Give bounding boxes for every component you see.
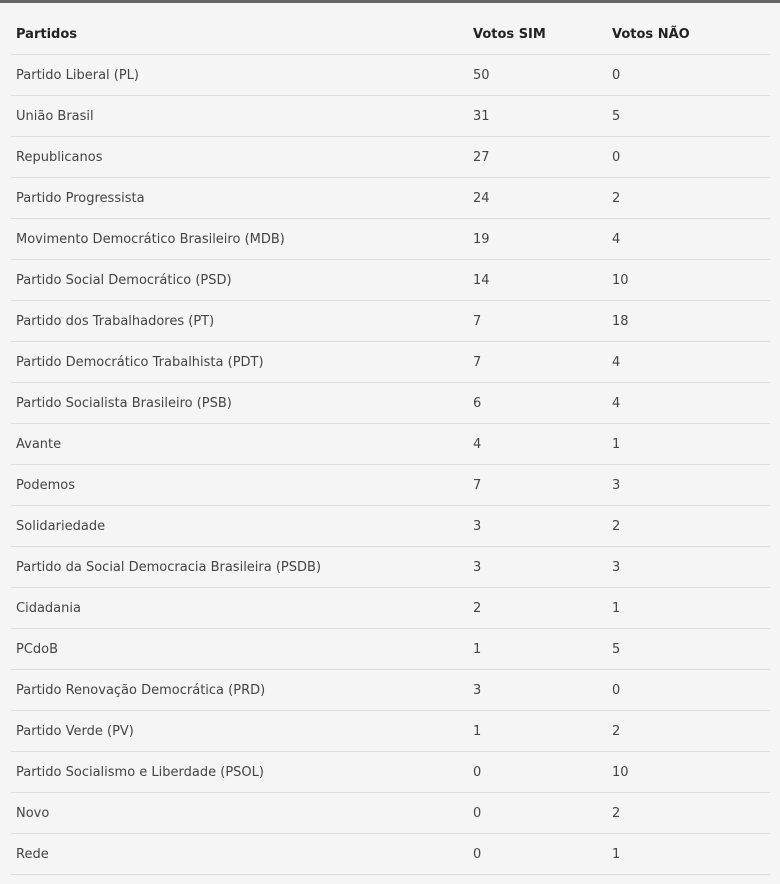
cell-party: Podemos (11, 465, 468, 506)
cell-party: Partido da Social Democracia Brasileira (PSDB) (11, 547, 468, 588)
cell-party: Solidariedade (11, 506, 468, 547)
table-row (11, 342, 770, 383)
cell-votes-yes: 24 (468, 178, 607, 219)
cell-party: Partido Democrático Trabalhista (PDT) (11, 342, 468, 383)
cell-votes-no: 2 (607, 711, 770, 752)
cell-votes-yes: 0 (468, 834, 607, 875)
cell-votes-no: 5 (607, 96, 770, 137)
cell-party: Partido Renovação Democrática (PRD) (11, 670, 468, 711)
cell-votes-no: 4 (607, 342, 770, 383)
header-votes-no: Votos NÃO (607, 14, 770, 55)
table-row (11, 834, 770, 875)
cell-votes-yes: 27 (468, 137, 607, 178)
cell-votes-no: 3 (607, 465, 770, 506)
cell-votes-yes: 7 (468, 465, 607, 506)
table-row (11, 711, 770, 752)
votes-table (11, 14, 770, 875)
table-body (11, 55, 770, 875)
cell-votes-yes: 31 (468, 96, 607, 137)
table-row (11, 588, 770, 629)
cell-votes-no: 18 (607, 301, 770, 342)
cell-party: Partido Social Democrático (PSD) (11, 260, 468, 301)
table-row (11, 547, 770, 588)
cell-votes-no: 1 (607, 588, 770, 629)
cell-votes-no: 1 (607, 424, 770, 465)
header-party: Partidos (11, 14, 468, 55)
cell-party: Novo (11, 793, 468, 834)
cell-votes-no: 2 (607, 793, 770, 834)
cell-votes-yes: 2 (468, 588, 607, 629)
cell-party: Movimento Democrático Brasileiro (MDB) (11, 219, 468, 260)
cell-votes-no: 0 (607, 137, 770, 178)
table-row (11, 178, 770, 219)
cell-party: Partido Socialista Brasileiro (PSB) (11, 383, 468, 424)
cell-party: Partido Liberal (PL) (11, 55, 468, 96)
cell-votes-no: 4 (607, 219, 770, 260)
cell-votes-yes: 3 (468, 670, 607, 711)
cell-votes-yes: 14 (468, 260, 607, 301)
cell-party: Partido dos Trabalhadores (PT) (11, 301, 468, 342)
table-row (11, 506, 770, 547)
cell-votes-yes: 3 (468, 506, 607, 547)
cell-party: Cidadania (11, 588, 468, 629)
cell-votes-yes: 19 (468, 219, 607, 260)
cell-votes-no: 0 (607, 670, 770, 711)
table-row (11, 219, 770, 260)
cell-votes-no: 0 (607, 55, 770, 96)
table-row (11, 465, 770, 506)
cell-party: Partido Verde (PV) (11, 711, 468, 752)
cell-votes-yes: 50 (468, 55, 607, 96)
cell-votes-yes: 3 (468, 547, 607, 588)
cell-votes-no: 1 (607, 834, 770, 875)
cell-votes-no: 4 (607, 383, 770, 424)
cell-party: União Brasil (11, 96, 468, 137)
cell-votes-yes: 6 (468, 383, 607, 424)
table-row (11, 670, 770, 711)
table-row (11, 424, 770, 465)
table-header (11, 14, 770, 55)
table-row (11, 96, 770, 137)
table-row (11, 383, 770, 424)
cell-votes-no: 10 (607, 260, 770, 301)
cell-party: Partido Progressista (11, 178, 468, 219)
cell-votes-yes: 7 (468, 301, 607, 342)
cell-votes-no: 10 (607, 752, 770, 793)
cell-votes-no: 2 (607, 506, 770, 547)
cell-votes-yes: 1 (468, 711, 607, 752)
cell-votes-yes: 4 (468, 424, 607, 465)
cell-party: Rede (11, 834, 468, 875)
cell-party: Avante (11, 424, 468, 465)
table-row (11, 629, 770, 670)
table-row (11, 301, 770, 342)
cell-party: Republicanos (11, 137, 468, 178)
table-row (11, 793, 770, 834)
table-row (11, 55, 770, 96)
cell-votes-yes: 1 (468, 629, 607, 670)
cell-party: Partido Socialismo e Liberdade (PSOL) (11, 752, 468, 793)
cell-votes-no: 5 (607, 629, 770, 670)
table-row (11, 752, 770, 793)
table-row (11, 260, 770, 301)
cell-votes-no: 2 (607, 178, 770, 219)
header-votes-yes: Votos SIM (468, 14, 607, 55)
header-row (11, 14, 770, 55)
cell-votes-yes: 0 (468, 752, 607, 793)
cell-votes-yes: 7 (468, 342, 607, 383)
cell-votes-yes: 0 (468, 793, 607, 834)
top-border (0, 0, 780, 3)
table-row (11, 137, 770, 178)
cell-party: PCdoB (11, 629, 468, 670)
cell-votes-no: 3 (607, 547, 770, 588)
